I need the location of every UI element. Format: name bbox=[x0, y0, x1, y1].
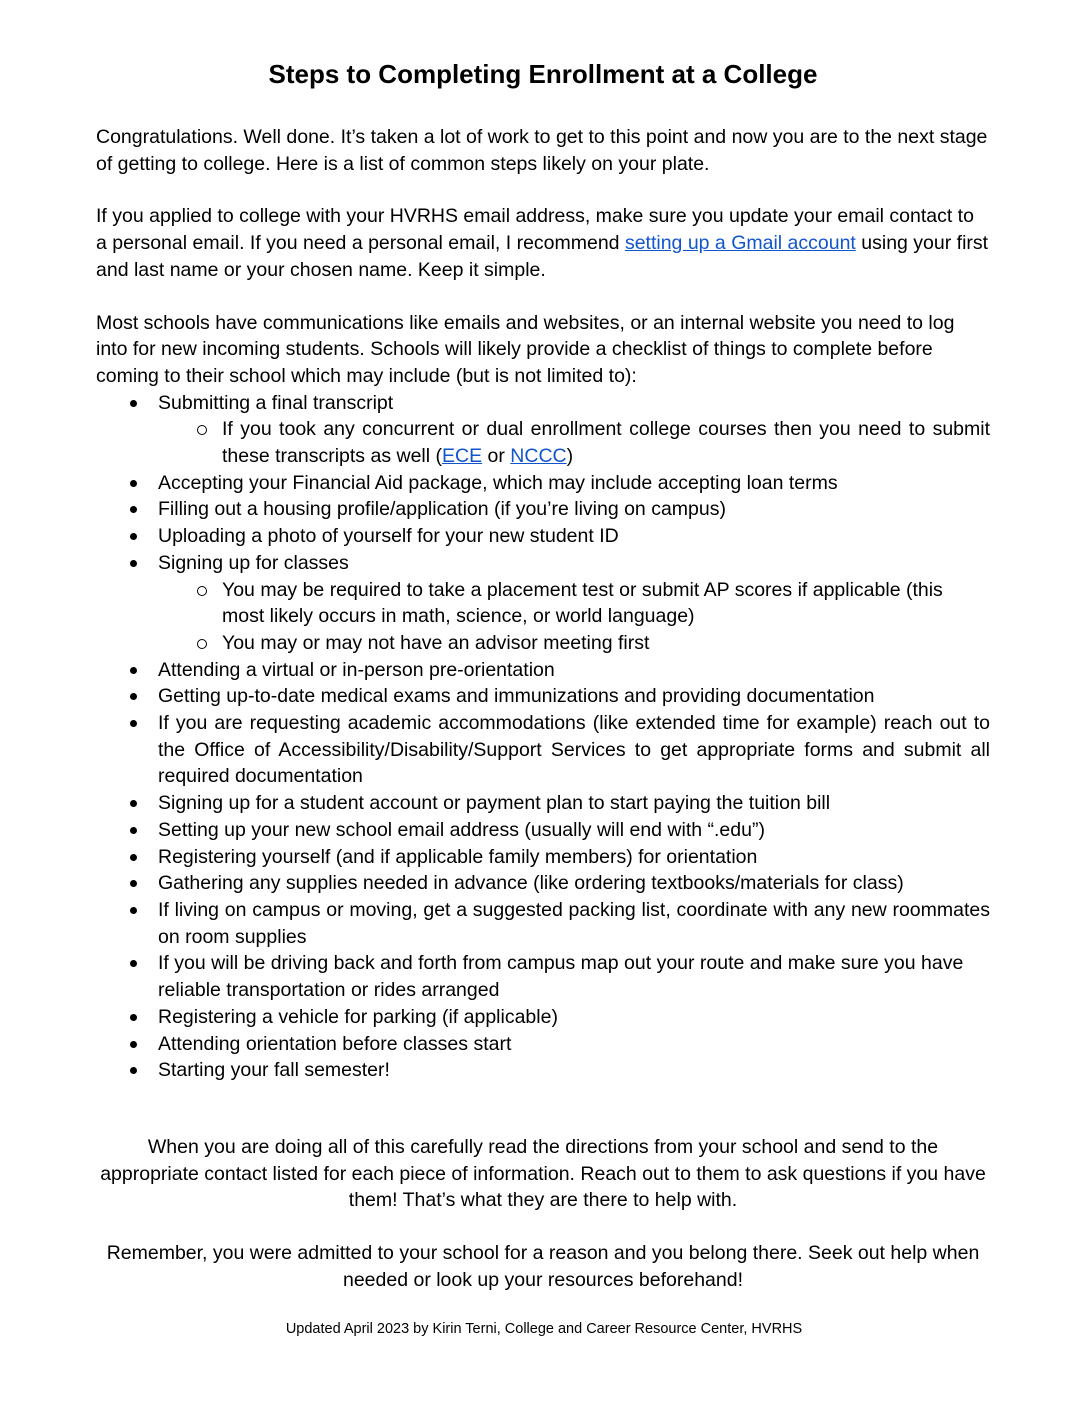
checklist-item-signing-up-classes bbox=[96, 550, 990, 657]
footer-note: Updated April 2023 by Kirin Terni, College and Career Resource Center, HVRHS bbox=[285, 1321, 803, 1337]
checklist-subitem-advisor-meeting: You may or may not have an advisor meeting first bbox=[158, 630, 990, 657]
gmail-setup-link[interactable]: setting up a Gmail account bbox=[624, 232, 856, 255]
checklist-item-fall-semester: Starting your fall semester! bbox=[96, 1057, 990, 1084]
checklist-item-financial-aid: Accepting your Financial Aid package, which may include accepting loan terms bbox=[96, 470, 990, 497]
closing-remember-paragraph: Remember, you were admitted to your school for a reason and you belong there. Seek out help when needed or look up your resources beforehand! bbox=[106, 1242, 980, 1291]
checklist-sublist-classes bbox=[158, 577, 990, 657]
checklist-item-medical-exams: Getting up-to-date medical exams and immunizations and providing documentation bbox=[96, 683, 990, 710]
checklist-item-commute-route: If you will be driving back and forth from campus map out your route and make sure you have reliable transportation or rides arranged bbox=[96, 950, 990, 1003]
checklist-item-orientation-registration: Registering yourself (and if applicable family members) for orientation bbox=[96, 844, 990, 871]
checklist-item-packing-list: If living on campus or moving, get a suggested packing list, coordinate with any new roommates on room supplies bbox=[96, 897, 990, 950]
checklist-item-final-transcript bbox=[96, 390, 990, 470]
checklist-item-student-account: Signing up for a student account or payment plan to start paying the tuition bill bbox=[96, 790, 990, 817]
checklist-intro-paragraph: Most schools have communications like emails and websites, or an internal website you need to log into for new incoming students. Schools will likely provide a checklist of things to complete before coming to their school which may include (but is not limited to): bbox=[96, 311, 955, 387]
checklist-sublist-transcripts bbox=[158, 416, 990, 469]
checklist-item-text: Signing up for classes bbox=[158, 551, 349, 574]
email-paragraph bbox=[96, 203, 990, 283]
checklist-item-accommodations: If you are requesting academic accommodations (like extended time for example) reach out to the Office of Accessibility/Disability/Support Services to get appropriate forms and submit all required documentation bbox=[96, 710, 990, 790]
checklist-item-supplies: Gathering any supplies needed in advance (like ordering textbooks/materials for class) bbox=[96, 870, 990, 897]
email-paragraph-text-post: using your first and last name or your chosen name. Keep it simple. bbox=[96, 232, 989, 281]
email-paragraph-text-pre: If you applied to college with your HVRHS email address, make sure you update your email contact to a personal email. If you need a personal email, I recommend bbox=[96, 205, 974, 255]
checklist-item-student-id-photo: Uploading a photo of yourself for your new student ID bbox=[96, 523, 990, 550]
checklist-item-vehicle-parking: Registering a vehicle for parking (if applicable) bbox=[96, 1004, 990, 1031]
checklist-subitem-text-mid: or bbox=[482, 445, 511, 468]
checklist-item-attend-orientation: Attending orientation before classes start bbox=[96, 1031, 990, 1058]
checklist-item-pre-orientation: Attending a virtual or in-person pre-orientation bbox=[96, 657, 990, 684]
checklist bbox=[96, 390, 990, 1084]
checklist-item-housing-profile: Filling out a housing profile/application (if you’re living on campus) bbox=[96, 496, 990, 523]
checklist-subitem-placement-test: You may be required to take a placement test or submit AP scores if applicable (this most likely occurs in math, science, or world language) bbox=[158, 577, 990, 630]
ece-link[interactable]: ECE bbox=[442, 445, 483, 468]
intro-paragraph: Congratulations. Well done. It’s taken a lot of work to get to this point and now you are to the next stage of getting to college. Here is a list of common steps likely on your plate. bbox=[96, 126, 988, 175]
checklist-item-text: Submitting a final transcript bbox=[158, 391, 394, 414]
checklist-subitem-text-post: ) bbox=[566, 445, 574, 468]
checklist-subitem-dual-enrollment bbox=[158, 416, 990, 469]
checklist-subitem-text-pre: If you took any concurrent or dual enrollment college courses then you need to submit these transcripts as well ( bbox=[222, 418, 990, 468]
closing-directions-paragraph: When you are doing all of this carefully read the directions from your school and send to the appropriate contact listed for each piece of information. Reach out to them to ask questions if you have them! That’s what they are there to help with. bbox=[100, 1135, 986, 1212]
page-title: Steps to Completing Enrollment at a College bbox=[268, 59, 818, 89]
nccc-link[interactable]: NCCC bbox=[510, 445, 567, 468]
checklist-item-school-email: Setting up your new school email address (usually will end with “.edu”) bbox=[96, 817, 990, 844]
